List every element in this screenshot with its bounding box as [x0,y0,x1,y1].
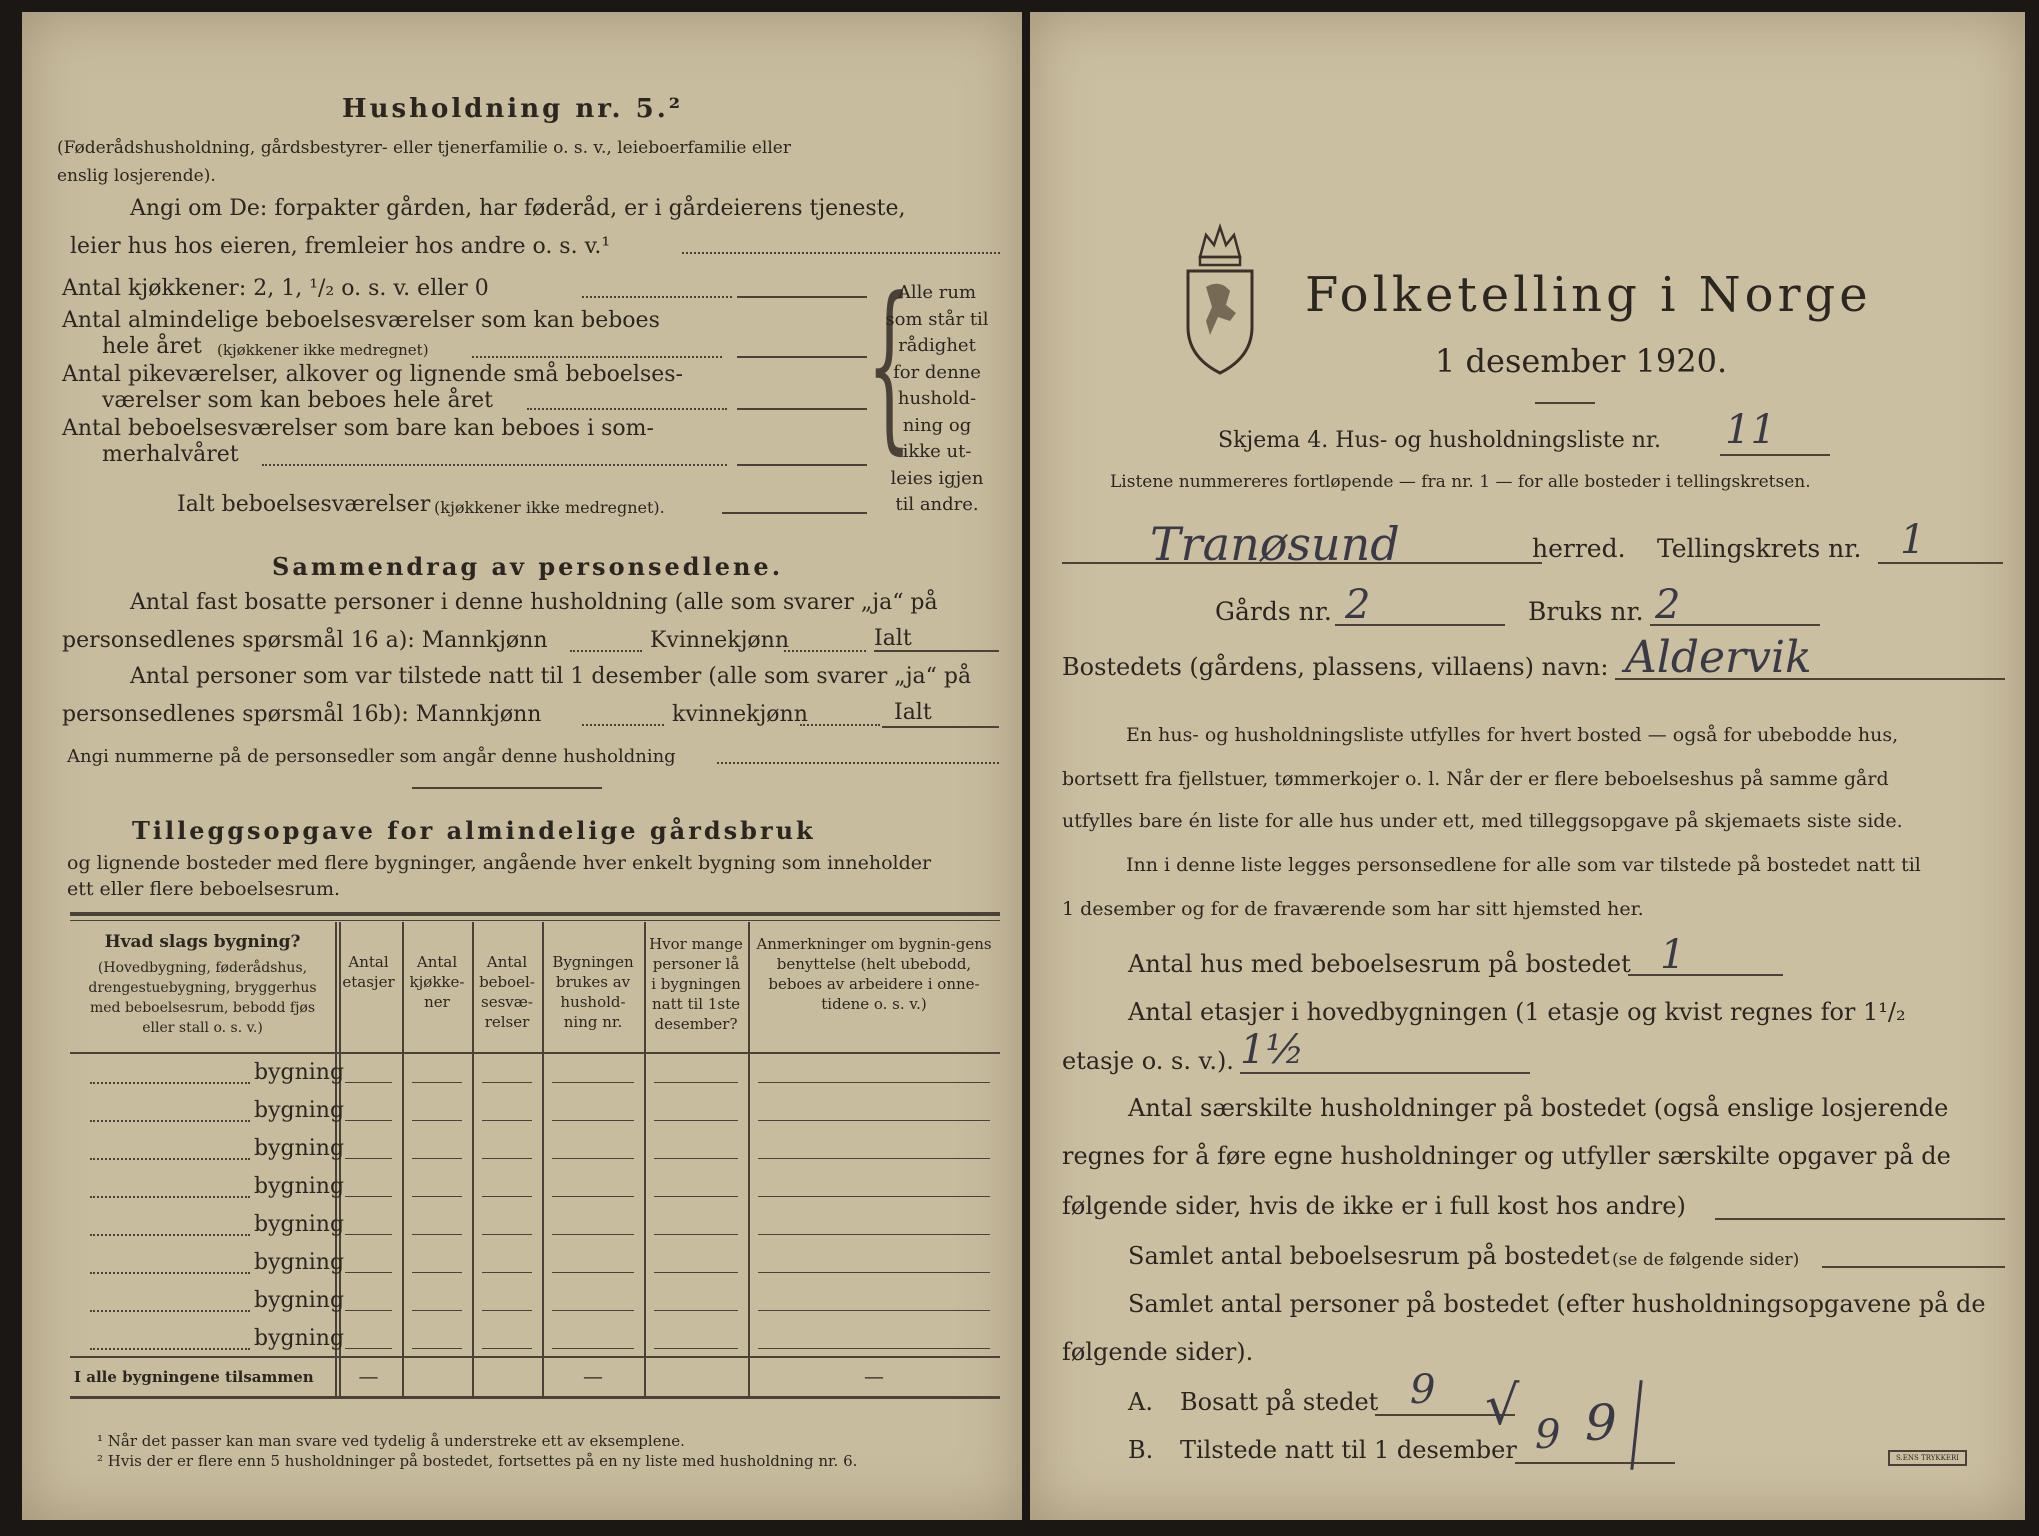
pikevaerelser-label: Antal pikeværelser, alkover og lignende små beboelses- [62,362,683,387]
bosatt-label: Bosatt på stedet [1180,1388,1379,1416]
left-page [22,12,1022,1520]
row-label: bygning [254,1326,345,1351]
almindelige-dots [472,356,722,358]
table-cell[interactable] [758,1310,990,1311]
bostedets-label: Bostedets (gårdens, plassens, villaens) navn: [1062,653,1609,681]
total-dash: — [864,1364,884,1388]
table-row[interactable] [70,1090,1000,1128]
table-cell[interactable] [345,1348,392,1349]
bosatt-value[interactable]: 9 [1410,1367,1436,1413]
etasjer-value[interactable]: 1½ [1240,1027,1305,1073]
table-cell[interactable] [412,1120,462,1121]
angi-line-2: leier hus hos eieren, fremleier hos andre o. s. v.¹ [70,234,611,259]
hele-aret-label: hele året [102,334,202,359]
check-stroke [1630,1380,1642,1470]
tilstede-value[interactable]: 9 [1535,1412,1561,1458]
tillegg-line-2: ett eller flere beboelsesrum. [67,878,341,900]
table-cell[interactable] [758,1272,990,1273]
etasjer-label-2: etasje o. s. v.). [1062,1047,1234,1075]
info-line-3: utfylles bare én liste for alle hus under ett, med tilleggsopgave på skjemaets siste side. [1062,810,1903,832]
table-cell[interactable] [345,1082,392,1083]
table-cell[interactable] [758,1234,990,1235]
info-line-1: En hus- og husholdningsliste utfylles for hvert bosted — også for ubebodde hus, [1126,724,1899,746]
hele-aret-note: (kjøkkener ikke medregnet) [217,341,429,359]
ialt-fast-label: Ialt [874,626,912,651]
table-rule [70,1396,1000,1399]
saerskilte-field[interactable] [1715,1218,2005,1220]
hus-label: Antal hus med beboelsesrum på bostedet [1128,950,1631,978]
ialt-tilstede-label: Ialt [894,700,932,725]
total-dash: — [358,1364,379,1388]
census-date: 1 desember 1920. [1435,342,1728,380]
household-subtitle: (Føderådshusholdning, gårdsbestyrer- eller tjenerfamilie o. s. v., leieboerfamilie eller [57,138,791,158]
table-cell[interactable] [654,1120,738,1121]
table-cell[interactable] [552,1234,634,1235]
table-cell[interactable] [552,1158,634,1159]
gards-field [1335,624,1505,626]
table-header-0: Hvad slags bygning? [104,932,301,952]
herred-value[interactable]: Tranøsund [1150,517,1400,571]
building-type-field[interactable] [90,1348,250,1350]
mannkjonn-tilstede-field[interactable] [582,724,664,726]
table-cell[interactable] [654,1348,738,1349]
printer-stamp: S.ENS TRYKKERI [1888,1450,1967,1466]
info-line-4: Inn i denne liste legges personsedlene for alle som var tilstede på bostedet natt til [1126,854,1921,876]
side-note-line: leies igjen [890,467,984,489]
tellingskrets-label: Tellingskrets nr. [1657,534,1862,563]
total-dash: — [583,1364,603,1388]
almindelige-label: Antal almindelige beboelsesværelser som kan beboes [62,308,660,333]
table-header-2: Antal kjøkke-ner [409,953,465,1011]
building-type-field[interactable] [90,1272,250,1274]
building-type-field[interactable] [90,1120,250,1122]
table-cell[interactable] [345,1158,392,1159]
hus-field [1628,974,1783,976]
check-mark-value: 9 [1585,1394,1617,1452]
table-rule [70,920,1000,921]
etasjer-field [1240,1072,1530,1074]
table-cell[interactable] [482,1348,532,1349]
nummerne-label: Angi nummerne på de personsedler som angår denne husholdning [67,746,676,767]
side-note-line: ikke ut- [902,441,972,462]
sammendrag-line-3: Antal personer som var tilstede natt til 1 desember (alle som svarer „ja“ på [130,664,972,689]
nummerne-field[interactable] [717,762,999,764]
ialt-rooms-field[interactable] [722,512,867,514]
samlet-rum-field[interactable] [1822,1266,2005,1268]
pikevaerelser-dots [527,408,727,410]
table-cell[interactable] [654,1272,738,1273]
building-type-field[interactable] [90,1310,250,1312]
census-title: Folketelling i Norge [1305,267,1872,323]
sammendrag-line-4: personsedlenes spørsmål 16b): Mannkjønn [62,702,542,727]
table-cell[interactable] [552,1348,634,1349]
bosatt-prefix: A. [1128,1388,1153,1416]
building-type-field[interactable] [90,1234,250,1236]
tillegg-title: Tilleggsopgave for almindelige gårdsbruk [132,816,816,845]
table-cell[interactable] [654,1082,738,1083]
table-cell[interactable] [654,1196,738,1197]
table-cell[interactable] [412,1082,462,1083]
building-type-field[interactable] [90,1082,250,1084]
herred-label: herred. [1532,534,1626,563]
hus-value[interactable]: 1 [1660,932,1686,978]
sammendrag-line-2: personsedlenes spørsmål 16 a): Mannkjønn [62,628,548,653]
table-cell[interactable] [412,1158,462,1159]
skjema-value[interactable]: 11 [1725,407,1776,453]
table-row[interactable] [70,1166,1000,1204]
bruks-field [1650,624,1820,626]
table-row[interactable] [70,1052,1000,1090]
bruks-label: Bruks nr. [1528,597,1644,626]
row-label: bygning [254,1250,345,1275]
brace: { [867,258,912,472]
table-cell[interactable] [482,1272,532,1273]
samlet-pers-label-2: følgende sider). [1062,1338,1254,1366]
samlet-pers-label: Samlet antal personer på bostedet (efter husholdningsopgavene på de [1128,1290,1986,1318]
kjokkener-dots [582,296,732,298]
footnote-1: ¹ Når det passer kan man svare ved tydelig å understreke ett av eksemplene. [97,1432,685,1450]
tilstede-label: Tilstede natt til 1 desember [1180,1436,1517,1464]
info-line-5: 1 desember og for de fraværende som har sitt hjemsted her. [1062,898,1644,920]
row-label: bygning [254,1098,345,1123]
table-header-5: Hvor mange personer lå i bygningen natt til 1ste desember? [649,935,743,1033]
table-row[interactable] [70,1242,1000,1280]
pikevaerelser-label-2: værelser som kan beboes hele året [102,388,493,413]
table-cell[interactable] [758,1120,990,1121]
table-cell[interactable] [345,1120,392,1121]
ialt-fast-field[interactable] [874,650,999,652]
table-cell[interactable] [482,1196,532,1197]
table-row[interactable] [70,1204,1000,1242]
info-line-2: bortsett fra fjellstuer, tømmerkojer o. l. Når der er flere beboelseshus på samme gård [1062,768,1889,790]
saerskilte-label-3: følgende sider, hvis de ikke er i full kost hos andre) [1062,1192,1686,1220]
side-note-line: til andre. [895,494,979,515]
table-row[interactable] [70,1280,1000,1318]
sammendrag-title: Sammendrag av personsedlene. [272,552,784,581]
sommer-label: Antal beboelsesværelser som bare kan beboes i som- [62,416,654,441]
side-note-line: ning og [902,414,972,436]
sommer-field[interactable] [737,464,867,466]
table-cell[interactable] [654,1158,738,1159]
side-note-line: som står til [885,308,989,330]
kvinnekjonn-fast-label: Kvinnekjønn [650,628,789,653]
table-header-sub: (Hovedbygning, føderådshus, drengestuebygning, bryggerhus med beboelsesrum, bebodd fjøs eller stall o. s. v.) [88,960,317,1036]
table-cell[interactable] [654,1234,738,1235]
table-cell[interactable] [552,1082,634,1083]
skjema-label: Skjema 4. Hus- og husholdningsliste nr. [1218,428,1661,453]
table-rule [70,1356,1000,1358]
bostedets-field [1615,678,2005,680]
table-header-1: Antal etasjer [342,953,395,991]
gards-value[interactable]: 2 [1345,582,1371,628]
table-cell[interactable] [482,1158,532,1159]
samlet-rum-note: (se de følgende sider) [1612,1250,1800,1270]
side-note-line: rådighet [898,335,976,356]
table-cell[interactable] [345,1234,392,1235]
kvinnekjonn-tilstede-label: kvinnekjønn [672,702,808,727]
table-cell[interactable] [412,1272,462,1273]
nummereres-note: Listene nummereres fortløpende — fra nr. 1 — for alle bosteder i tellingskretsen. [1110,472,1811,492]
table-cell[interactable] [482,1082,532,1083]
kvinnekjonn-tilstede-field[interactable] [800,724,880,726]
table-cell[interactable] [482,1310,532,1311]
almindelige-field[interactable] [737,356,867,358]
check-mark: √ [1485,1374,1520,1437]
table-row[interactable] [70,1318,1000,1356]
title-rule [1535,402,1595,404]
kjokkener-field[interactable] [737,296,867,298]
table-cell[interactable] [482,1120,532,1121]
row-label: bygning [254,1060,345,1085]
table-cell[interactable] [412,1234,462,1235]
table-cell[interactable] [552,1196,634,1197]
ialt-rooms-label: Ialt beboelsesværelser [177,492,431,517]
table-cell[interactable] [654,1310,738,1311]
table-row[interactable] [70,1128,1000,1166]
building-type-field[interactable] [90,1196,250,1198]
table-cell[interactable] [345,1272,392,1273]
tilstede-field [1515,1462,1675,1464]
mannkjonn-fast-field[interactable] [570,650,642,652]
saerskilte-label-2: regnes for å føre egne husholdninger og utfyller særskilte opgaver på de [1062,1142,1951,1170]
ialt-tilstede-field[interactable] [882,726,999,728]
table-rule [70,912,1000,916]
row-label: bygning [254,1212,345,1237]
side-note-line: Alle rum [897,282,977,303]
tellingskrets-field [1878,562,2003,564]
table-header-4: Bygningen brukes av hushold-ning nr. [552,953,634,1031]
pikevaerelser-field[interactable] [737,408,867,410]
tellingskrets-value[interactable]: 1 [1900,517,1926,563]
skjema-field [1720,454,1830,456]
table-cell[interactable] [552,1272,634,1273]
coat-of-arms-icon [1180,217,1260,377]
tillegg-line-1: og lignende bosteder med flere bygninger, angående hver enkelt bygning som inneholder [67,852,932,874]
total-label: I alle bygningene tilsammen [74,1368,314,1386]
etasjer-label: Antal etasjer i hovedbygningen (1 etasje og kvist regnes for 1¹/₂ [1128,998,1906,1026]
samlet-rum-label: Samlet antal beboelsesrum på bostedet [1128,1242,1610,1270]
table-cell[interactable] [412,1196,462,1197]
table-cell[interactable] [412,1348,462,1349]
side-note [882,280,992,519]
building-type-field[interactable] [90,1158,250,1160]
right-page [1030,12,2025,1520]
household-title: Husholdning nr. 5.² [342,94,684,124]
separator [412,787,602,789]
household-subtitle-2: enslig losjerende). [57,166,216,186]
table-header-6: Anmerkninger om bygnin-gens benyttelse (helt ubebodd, beboes av arbeidere i onne-tidene o. s. v.) [756,935,992,1013]
bostedets-value[interactable]: Aldervik [1625,632,1812,683]
table-cell[interactable] [552,1310,634,1311]
footnote-2: ² Hvis der er flere enn 5 husholdninger på bostedet, fortsettes på en ny liste med husholdning nr. 6. [97,1452,858,1470]
ialt-rooms-note: (kjøkkener ikke medregnet). [434,498,665,517]
table-cell[interactable] [758,1196,990,1197]
sommer-dots [262,464,727,466]
tilstede-prefix: B. [1128,1436,1154,1464]
row-label: bygning [254,1174,345,1199]
table-cell[interactable] [758,1158,990,1159]
sammendrag-line-1: Antal fast bosatte personer i denne husholdning (alle som svarer „ja“ på [130,590,938,615]
table-header-3: Antal beboel-sesvæ-relser [479,953,535,1031]
bruks-value[interactable]: 2 [1655,582,1681,628]
saerskilte-label: Antal særskilte husholdninger på bostedet (også enslige losjerende [1128,1094,1949,1122]
table-cell[interactable] [758,1082,990,1083]
angi-line-1: Angi om De: forpakter gården, har føderåd, er i gårdeierens tjeneste, [130,196,906,221]
herred-field [1062,562,1542,564]
table-cell[interactable] [345,1196,392,1197]
sommer-label-2: merhalvåret [102,442,239,467]
table-cell[interactable] [345,1310,392,1311]
kvinnekjonn-fast-field[interactable] [784,650,866,652]
row-label: bygning [254,1136,345,1161]
angi-field[interactable] [682,252,1000,254]
side-note-line: hushold- [897,388,977,409]
table-cell[interactable] [412,1310,462,1311]
side-note-line: for denne [893,361,981,383]
table-cell[interactable] [758,1348,990,1349]
gards-label: Gårds nr. [1215,597,1332,626]
kjokkener-label: Antal kjøkkener: 2, 1, ¹/₂ o. s. v. eller 0 [62,276,489,301]
table-cell[interactable] [552,1120,634,1121]
row-label: bygning [254,1288,345,1313]
table-cell[interactable] [482,1234,532,1235]
